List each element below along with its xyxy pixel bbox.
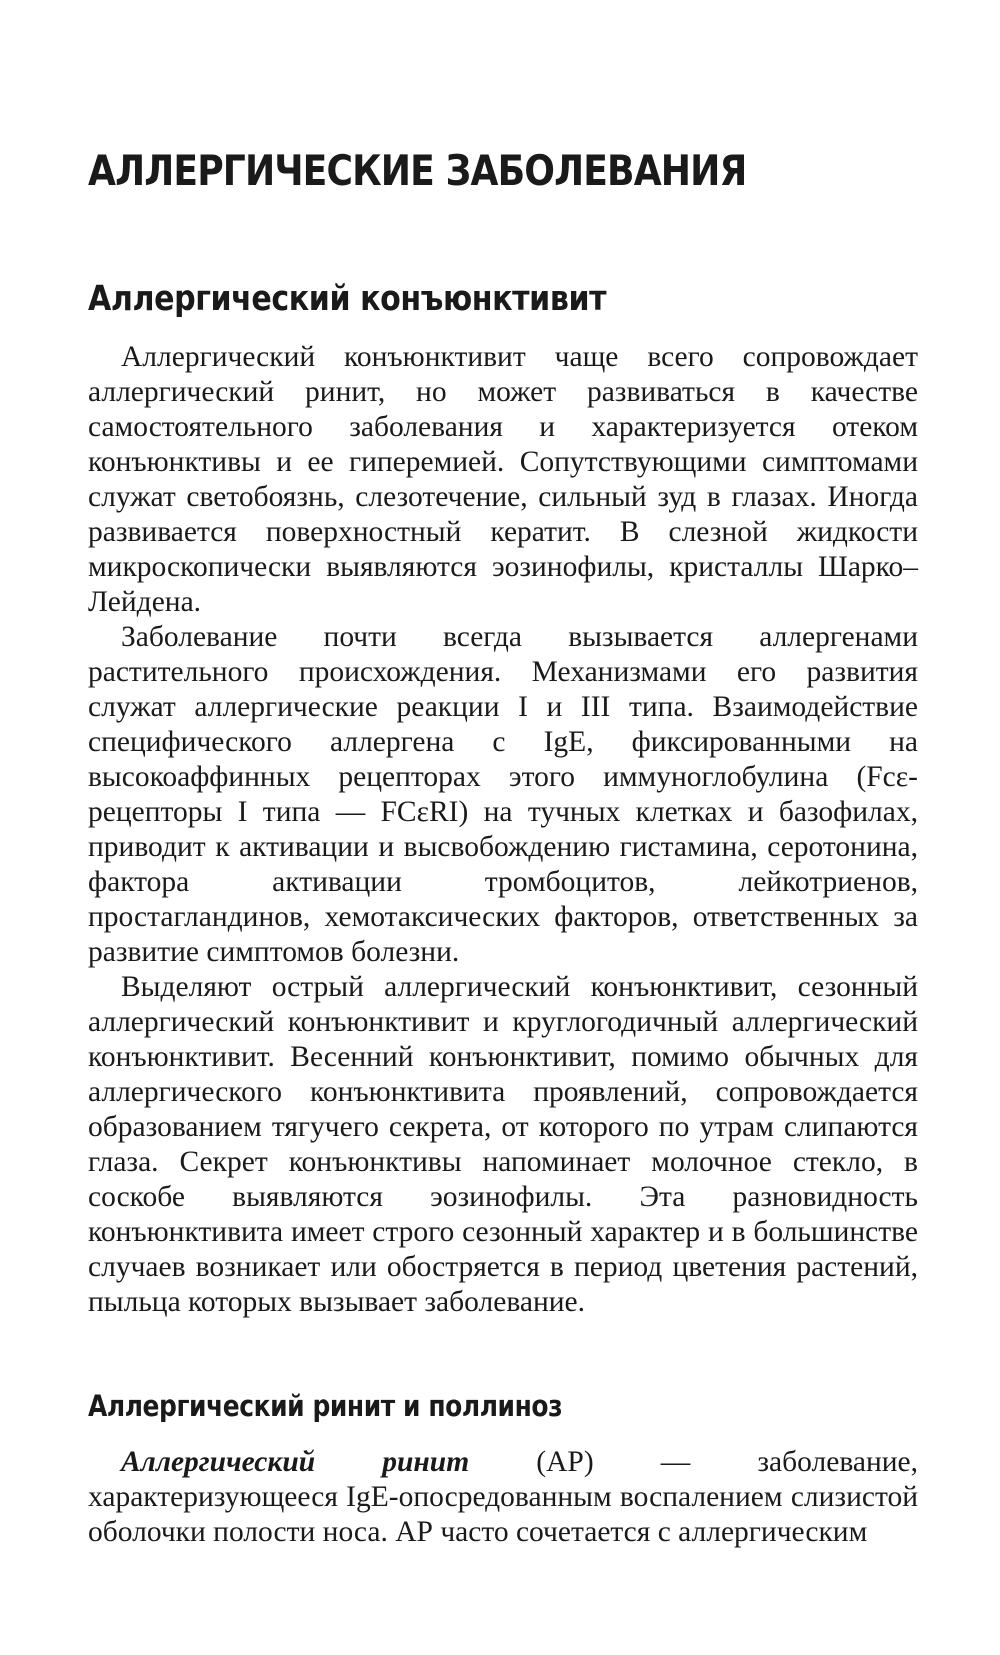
section-title-rhinitis: Аллергический ринит и поллиноз: [88, 1389, 563, 1423]
conjunctivitis-body: [88, 340, 918, 1320]
paragraph: Заболевание почти всегда вызывается аллергенами растительного происхождения. Механизмами его развития служат аллергические реакции I и III типа. Взаимодействие специфического аллергена с IgE, фиксированными на высокоаффинных рецепторах этого иммуноглобулина (Fcε-рецепторы I типа — FCεRI) на тучных клетках и базофилах, приводит к активации и высвобождению гистамина, серотонина, фактора активации тромбоцитов, лейкотриенов, простагландинов, хемотаксических факторов, ответственных за развитие симптомов болезни.: [88, 621, 918, 968]
paragraph-text: (АР) — заболевание, характеризующееся IgE-опосредованным воспалением слизистой оболочки полости носа. АР часто сочетается с аллергическим: [88, 1446, 918, 1548]
rhinitis-body: [88, 1445, 918, 1550]
section-title-conjunctivitis: Аллергический конъюнктивит: [88, 279, 607, 319]
chapter-title: АЛЛЕРГИЧЕСКИЕ ЗАБОЛЕВАНИЯ: [88, 146, 747, 195]
book-page: [88, 0, 918, 1655]
paragraph: [88, 1445, 918, 1550]
paragraph: Аллергический конъюнктивит чаще всего сопровождает аллергический ринит, но может развиваться в качестве самостоятельного заболевания и характеризуется отеком конъюнктивы и ее гиперемией. Сопутствующими симптомами служат светобоязнь, слезотечение, сильный зуд в глазах. Иногда развивается поверхностный кератит. В слезной жидкости микроскопически выявляются эозинофилы, кристаллы Шарко–Лейдена.: [88, 341, 918, 618]
term-allergic-rhinitis: Аллергический ринит: [121, 1446, 470, 1478]
paragraph: Выделяют острый аллергический конъюнктивит, сезонный аллергический конъюнктивит и круглогодичный аллергический конъюнктивит. Весенний конъюнктивит, помимо обычных для аллергического конъюнктивита проявлений, сопровождается образованием тягучего секрета, от которого по утрам слипаются глаза. Секрет конъюнктивы напоминает молочное стекло, в соскобе выявляются эозинофилы. Эта разновидность конъюнктивита имеет строго сезонный характер и в большинстве случаев возникает или обостряется в период цветения растений, пыльца которых вызывает заболевание.: [88, 971, 918, 1318]
